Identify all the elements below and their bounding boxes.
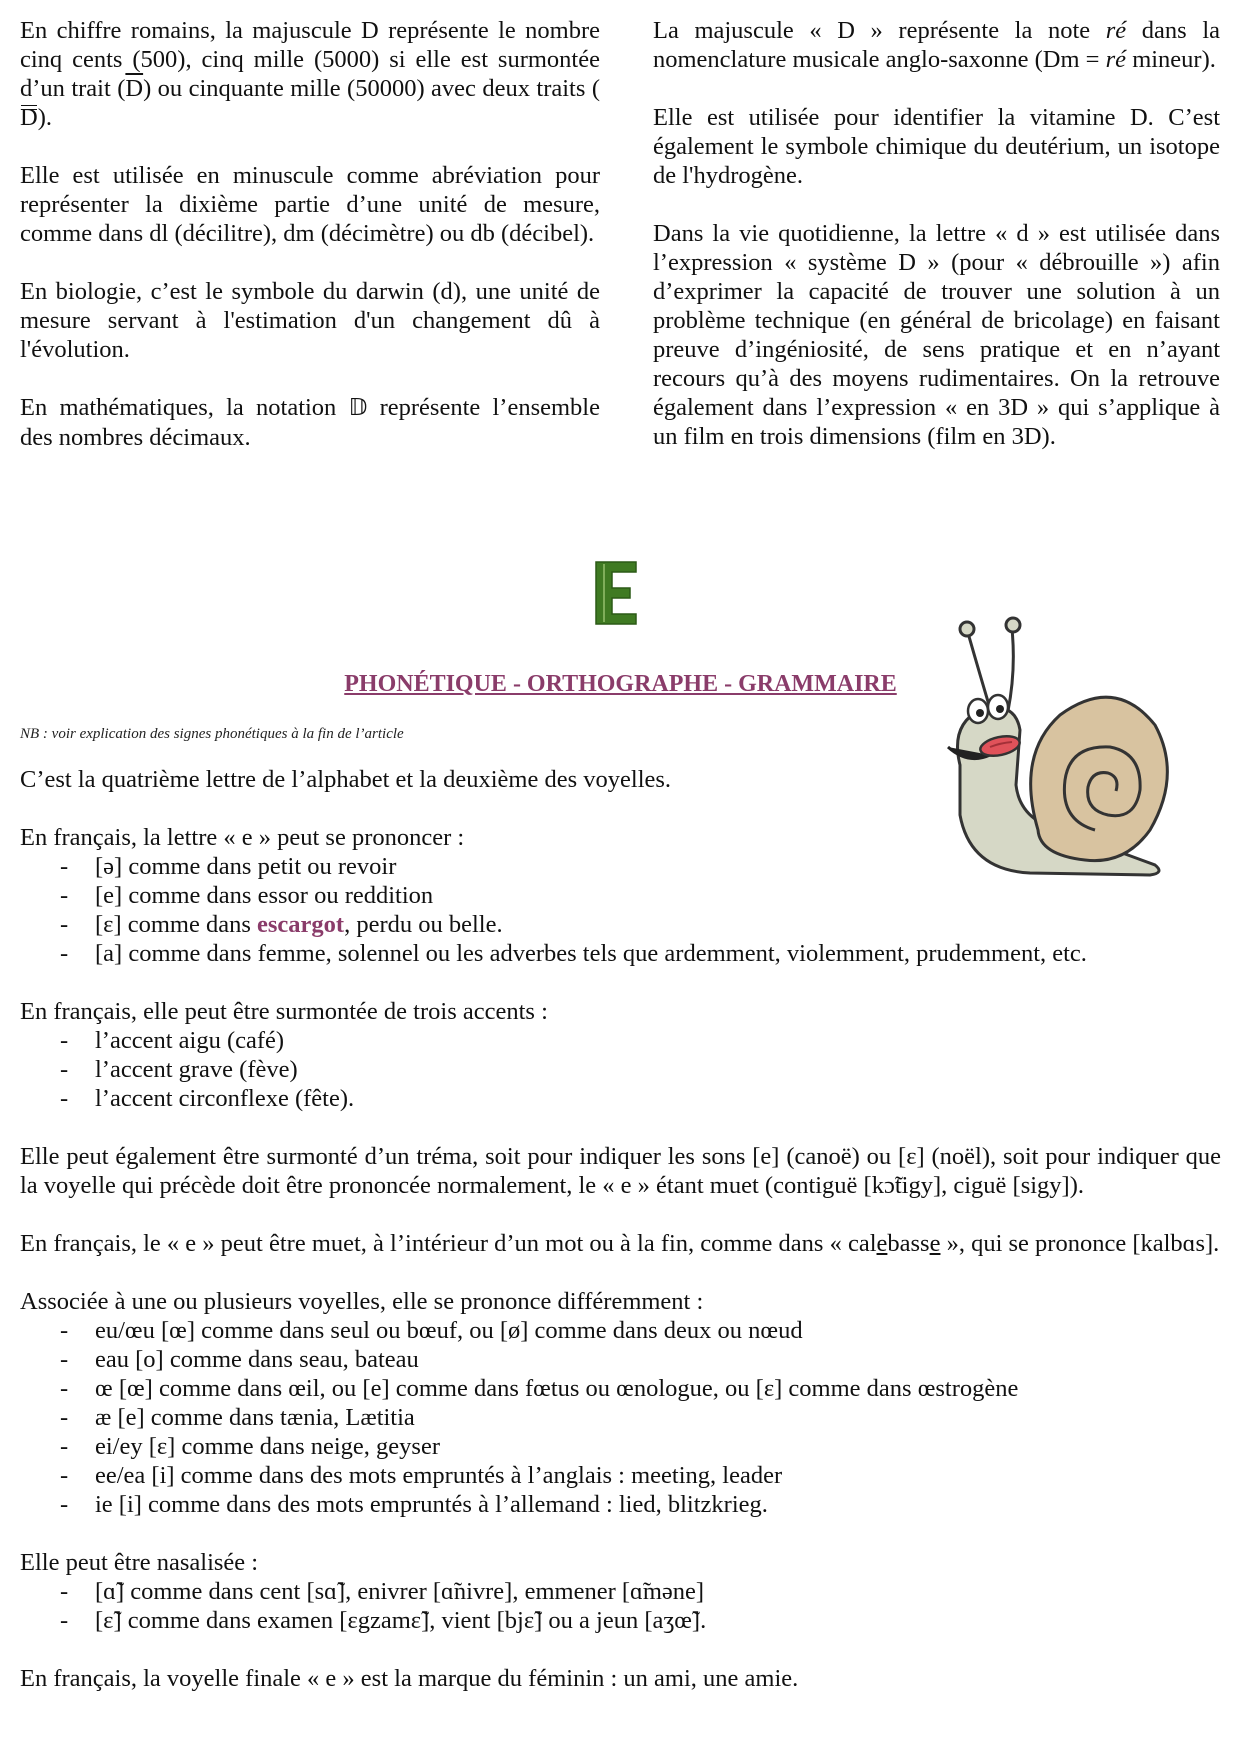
list-item: - l’accent circonflexe (fête). — [20, 1084, 1221, 1113]
section-letter-e — [594, 560, 638, 626]
list-item: - l’accent aigu (café) — [20, 1026, 1221, 1055]
vowel-combinations-intro: Associée à une ou plusieurs voyelles, elle se prononce différemment : — [20, 1288, 704, 1315]
list-item: - eau [o] comme dans seau, bateau — [20, 1345, 1221, 1374]
list-item: - ee/ea [i] comme dans des mots empruntés à l’anglais : meeting, leader — [20, 1461, 1221, 1490]
vowel-combinations-list — [20, 1316, 1221, 1519]
abbreviation-paragraph: Elle est utilisée en minuscule comme abréviation pour représenter la dixième partie d’une unité de mesure, comme dans dl (décilitre), dm (décimètre) ou db (décibel). — [20, 162, 600, 247]
section-title: PHONÉTIQUE - ORTHOGRAPHE - GRAMMAIRE — [344, 671, 897, 697]
trema-paragraph: Elle peut également être surmonté d’un tréma, soit pour indiquer les sons [e] (canoë) ou [ɛ] (noël), soit pour indiquer que la voyelle qui précède doit être prononcée normalement, le « e » étant muet (contiguë [kɔ̃tigy], ciguë [sigy]). — [20, 1143, 1221, 1199]
music-paragraph: La majuscule « D » représente la note ré dans la nomenclature musicale anglo-saxonne (Dm = ré mineur). — [653, 17, 1220, 73]
pronunciation-intro: En français, la lettre « e » peut se prononcer : — [20, 824, 465, 851]
roman-numeral-paragraph: En chiffre romains, la majuscule D représente le nombre cinq cents (500), cinq mille (5000) si elle est surmontée d’un trait $(\overline{D})$ ou cinquante mille (50000) avec deux traits (D). — [20, 17, 600, 131]
feminine-paragraph: En français, la voyelle finale « e » est la marque du féminin : un ami, une amie. — [20, 1665, 799, 1692]
list-item: - [ə] comme dans petit ou revoir — [20, 852, 1221, 881]
pronunciation-list — [20, 852, 1221, 968]
nasal-intro: Elle peut être nasalisée : — [20, 1549, 259, 1576]
list-item: - eu/œu [œ] comme dans seul ou bœuf, ou [ø] comme dans deux ou nœud — [20, 1316, 1221, 1345]
list-item: - ie [i] comme dans des mots empruntés à l’allemand : lied, blitzkrieg. — [20, 1490, 1221, 1519]
list-item: - [ɛ] comme dans escargot, perdu ou belle. — [20, 910, 1221, 939]
biology-paragraph: En biologie, c’est le symbole du darwin (d), une unité de mesure servant à l'estimation d'un changement dû à l'évolution. — [20, 278, 600, 363]
list-item: - [ɛ̃] comme dans examen [ɛgzamɛ̃], vient [bjɛ̃] ou a jeun [aʒœ̃]. — [20, 1606, 1221, 1635]
silent-e-paragraph: En français, le « e » peut être muet, à l’intérieur d’un mot ou à la fin, comme dans « calebasse », qui se prononce [kalbɑs]. — [20, 1230, 1220, 1257]
systeme-d-paragraph: Dans la vie quotidienne, la lettre « d » est utilisée dans l’expression « système D » (pour « débrouille ») afin d’exprimer la capacité de trouver une solution à un problème technique (en général de bricolage) en faisant preuve d’ingéniosité, de sens pratique et en n’ayant recours qu’à des moyens rudimentaires. On la retrouve également dans l’expression « en 3D » qui s’applique à un film en trois dimensions (film en 3D). — [653, 220, 1220, 450]
list-item: - [a] comme dans femme, solennel ou les adverbes tels que ardemment, violemment, prudemment, etc. — [20, 939, 1221, 968]
double-overlined-d: D — [20, 104, 38, 131]
vitamin-paragraph: Elle est utilisée pour identifier la vitamine D. C’est également le symbole chimique du deutérium, un isotope de l'hydrogène. — [653, 104, 1220, 189]
blackboard-d-symbol: 𝔻 — [348, 395, 368, 421]
nasal-list — [20, 1577, 1221, 1635]
accents-list — [20, 1026, 1221, 1113]
overlined-d: $\overline{D}$ — [125, 75, 144, 102]
mathematics-paragraph: En mathématiques, la notation 𝔻 représente l’ensemble des nombres décimaux. — [20, 394, 600, 451]
intro-paragraph: C’est la quatrième lettre de l’alphabet et la deuxième des voyelles. — [20, 766, 672, 793]
left-column — [20, 16, 600, 452]
main-body — [20, 765, 1221, 1693]
list-item: - [ɑ̃] comme dans cent [sɑ̃], enivrer [ɑ̃nivre], emmener [ɑ̃məne] — [20, 1577, 1221, 1606]
list-item: - l’accent grave (fève) — [20, 1055, 1221, 1084]
list-item: - œ [œ] comme dans œil, ou [e] comme dans fœtus ou œnologue, ou [ɛ] comme dans œstrogène — [20, 1374, 1221, 1403]
list-item: - [e] comme dans essor ou reddition — [20, 881, 1221, 910]
list-item: - æ [e] comme dans tænia, Lætitia — [20, 1403, 1221, 1432]
escargot-highlight: escargot — [257, 911, 345, 938]
right-column — [653, 16, 1220, 451]
list-item: - ei/ey [ɛ] comme dans neige, geyser — [20, 1432, 1221, 1461]
accents-intro: En français, elle peut être surmontée de trois accents : — [20, 998, 548, 1025]
nb-note: NB : voir explication des signes phonétiques à la fin de l’article — [20, 726, 404, 742]
